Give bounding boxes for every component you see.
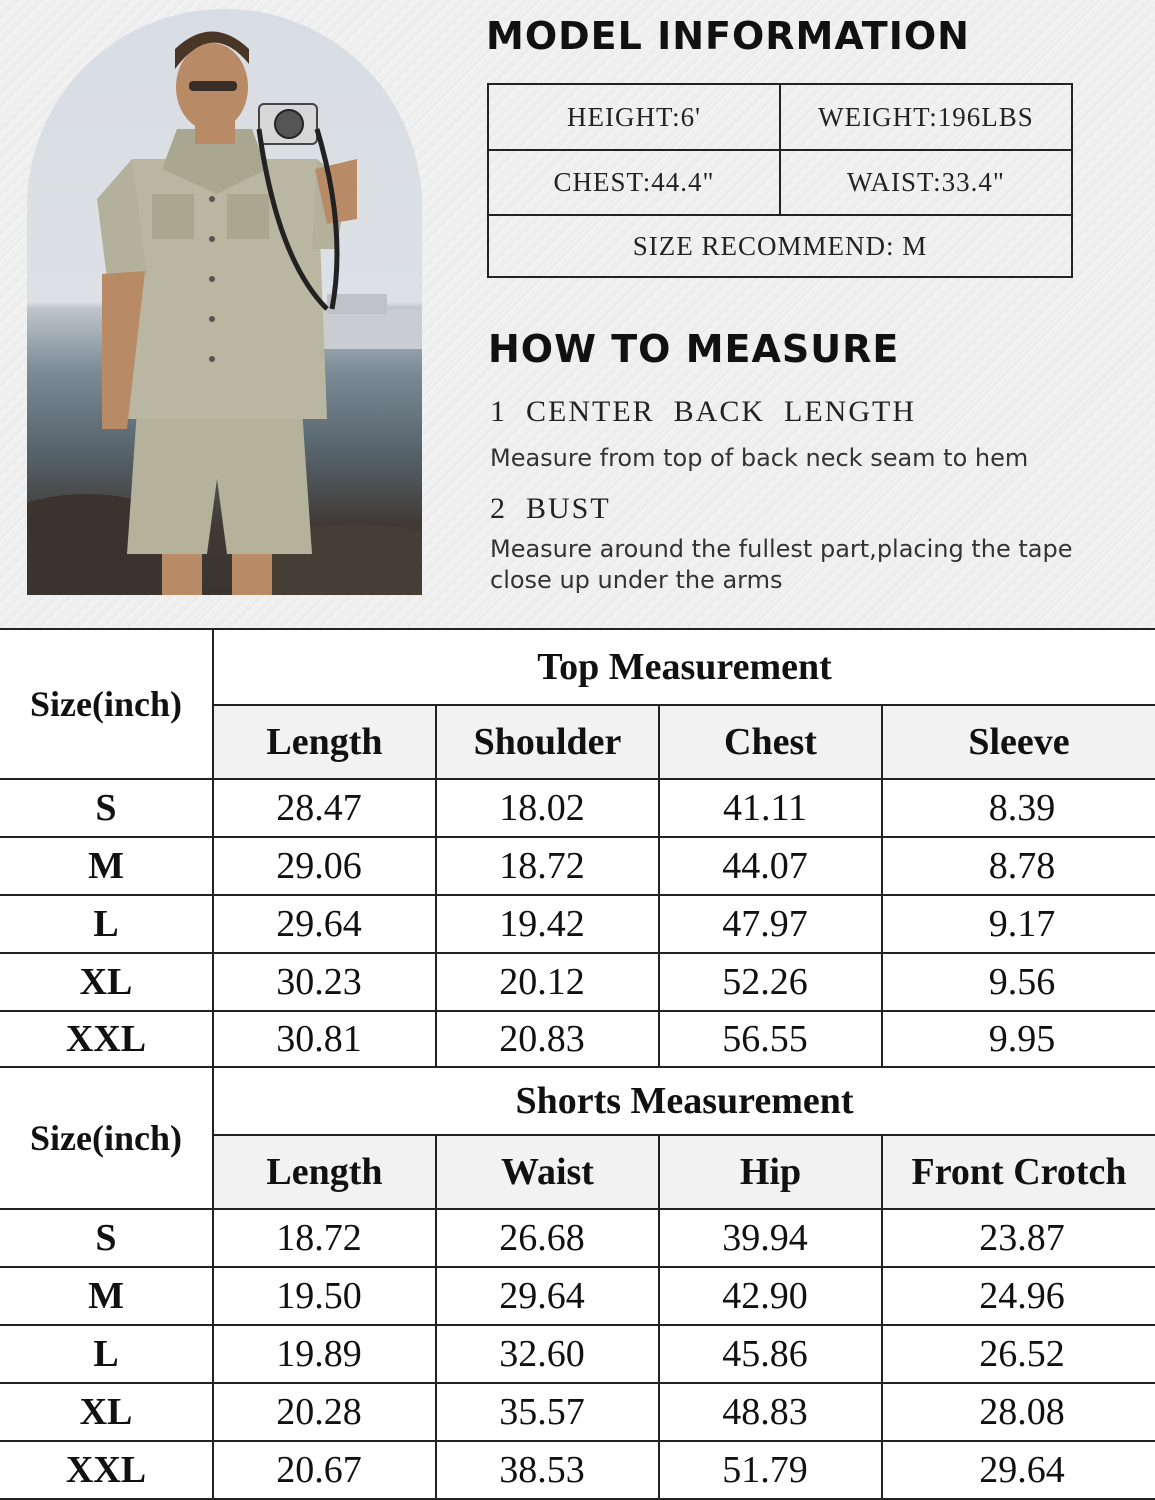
table-cell: 47.97 [722,903,808,945]
table-cell: 56.55 [722,1018,808,1060]
column-header: Front Crotch [883,1136,1155,1208]
table-cell: 35.57 [499,1391,585,1433]
shorts-measurement-table [0,1066,1155,1500]
step-title: 1 CENTER BACK LENGTH [490,395,916,428]
table-cell: 45.86 [722,1333,808,1375]
model-info-row [489,216,1071,276]
grid-line [0,1266,1155,1268]
model-info-row [489,151,1071,216]
table-cell: 20.28 [276,1391,362,1433]
table-cell: 26.52 [979,1333,1065,1375]
table-cell: 18.02 [499,787,585,829]
row-size: XXL [65,1449,147,1491]
grid-line [0,1066,1155,1068]
table-cell: 20.12 [499,961,585,1003]
table-cell: 28.47 [276,787,362,829]
column-header: Length [214,1136,435,1208]
row-size: M [88,1275,124,1317]
row-size: L [93,903,119,945]
table-cell: 9.95 [988,1018,1056,1060]
table-cell: 29.64 [979,1449,1065,1491]
table-heading: Top Measurement [214,630,1155,704]
model-waist: WAIST:33.4" [847,167,1005,197]
table-cell: 19.50 [276,1275,362,1317]
grid-line [435,704,437,1066]
table-cell: 19.89 [276,1333,362,1375]
table-cell: 41.11 [722,787,808,829]
table-cell: 32.60 [499,1333,585,1375]
column-header: Hip [660,1136,881,1208]
table-cell: 29.06 [276,845,362,887]
table-heading: Shorts Measurement [214,1068,1155,1134]
grid-line [881,704,883,1066]
table-cell: 28.08 [979,1391,1065,1433]
step-description: Measure around the fullest part,placing the tape [490,535,1073,563]
grid-line [0,1010,1155,1012]
grid-line [0,1440,1155,1442]
table-cell: 44.07 [722,845,808,887]
column-header: Sleeve [883,706,1155,778]
grid-line [881,1134,883,1500]
table-cell: 9.56 [988,961,1056,1003]
grid-line [0,894,1155,896]
table-cell: 48.83 [722,1391,808,1433]
row-size: M [88,845,124,887]
column-header: Waist [437,1136,658,1208]
top-info-area [0,0,1155,628]
grid-line [0,836,1155,838]
table-cell: 38.53 [499,1449,585,1491]
row-size: XL [79,961,133,1003]
row-size: L [93,1333,119,1375]
table-cell: 29.64 [276,903,362,945]
table-cell: 42.90 [722,1275,808,1317]
step-title: 2 BUST [490,492,611,525]
table-cell: 24.96 [979,1275,1065,1317]
how-to-measure-title: HOW TO MEASURE [488,327,900,371]
grid-line [214,704,1155,706]
table-cell: 9.17 [988,903,1056,945]
column-header: Shoulder [437,706,658,778]
model-weight: WEIGHT:196LBS [818,101,1034,132]
column-header: Chest [660,706,881,778]
grid-line [0,1208,1155,1210]
model-info-table [487,83,1073,278]
grid-line [435,1134,437,1500]
table-cell: 30.23 [276,961,362,1003]
grid-line [212,1066,214,1500]
grid-line [0,1382,1155,1384]
grid-line [658,704,660,1066]
table-cell: 18.72 [499,845,585,887]
step-description: close up under the arms [490,566,783,594]
table-cell: 29.64 [499,1275,585,1317]
size-recommend: SIZE RECOMMEND: M [632,230,928,261]
grid-line [0,952,1155,954]
model-chest: CHEST:44.4" [489,151,781,214]
model-photo [27,9,422,595]
grid-line [212,628,214,1066]
grid-line [0,1324,1155,1326]
row-size: XXL [65,1018,147,1060]
size-label: Size(inch) [0,1068,212,1208]
table-cell: 26.68 [499,1217,585,1259]
model-info-row [489,85,1071,151]
grid-line [658,1134,660,1500]
table-cell: 19.42 [499,903,585,945]
table-cell: 8.39 [988,787,1056,829]
grid-line [0,628,1155,630]
table-cell: 20.83 [499,1018,585,1060]
table-cell: 52.26 [722,961,808,1003]
size-label: Size(inch) [0,630,212,778]
table-cell: 20.67 [276,1449,362,1491]
top-measurement-table [0,628,1155,1066]
model-height: HEIGHT:6' [489,85,781,149]
row-size: XL [79,1391,133,1433]
table-cell: 30.81 [276,1018,362,1060]
step-description: Measure from top of back neck seam to hem [490,444,1029,472]
model-info-title: MODEL INFORMATION [486,14,970,58]
row-size: S [95,1217,117,1259]
table-cell: 39.94 [722,1217,808,1259]
grid-line [214,1134,1155,1136]
table-cell: 18.72 [276,1217,362,1259]
table-cell: 23.87 [979,1217,1065,1259]
column-header: Length [214,706,435,778]
grid-line [0,778,1155,780]
table-cell: 51.79 [722,1449,808,1491]
row-size: S [95,787,117,829]
model-illustration [27,9,422,595]
table-cell: 8.78 [988,845,1056,887]
